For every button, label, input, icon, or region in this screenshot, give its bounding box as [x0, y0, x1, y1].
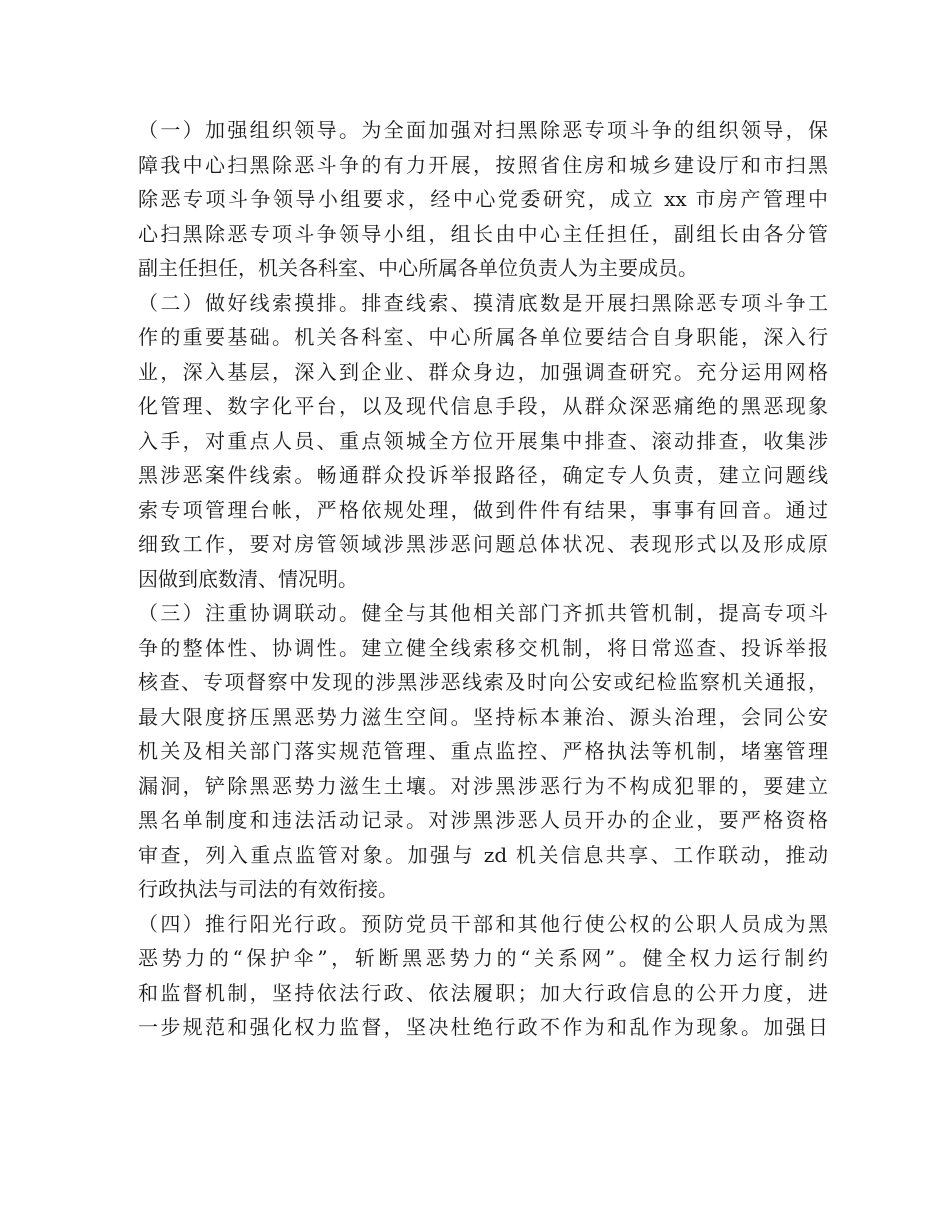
text-line: 因做到底数清、情况明。: [138, 566, 358, 591]
text-line: 审查，列入重点监管对象。加强与 zd 机关信息共享、工作联动，推动: [138, 842, 828, 867]
text-line: 细致工作，要对房管领域涉黑涉恶问题总体状况、表现形式以及形成原: [138, 532, 828, 556]
text-line: 核查、专项督察中发现的涉黑涉恶线索及时向公安或纪检监察机关通报，: [138, 670, 828, 694]
text-line: 漏洞，铲除黑恶势力滋生土壤。对涉黑涉恶行为不构成犯罪的，要建立: [138, 773, 828, 798]
text-line: 恶势力的“保护伞”，斩断黑恶势力的“关系网”。健全权力运行制约: [138, 946, 828, 970]
text-line: 黑涉恶案件线索。畅通群众投诉举报路径，确定专人负责，建立问题线: [138, 463, 828, 487]
paragraph-section-4: [138, 907, 828, 1045]
paragraph-section-2: [138, 286, 828, 597]
text-line: 化管理、数字化平台，以及现代信息手段，从群众深恶痛绝的黑恶现象: [138, 394, 828, 418]
text-line: 黑名单制度和违法活动记录。对涉黑涉恶人员开办的企业，要严格资格: [138, 808, 828, 832]
text-line: （二）做好线索摸排。排查线索、摸清底数是开展扫黑除恶专项斗争工: [138, 290, 828, 315]
text-line: 索专项管理台帐，严格依规处理，做到件件有结果，事事有回音。通过: [138, 497, 828, 522]
text-line: 机关及相关部门落实规范管理、重点监控、严格执法等机制，堵塞管理: [138, 739, 828, 763]
text-line: 争的整体性、协调性。建立健全线索移交机制，将日常巡查、投诉举报: [138, 635, 828, 660]
text-line: 障我中心扫黑除恶斗争的有力开展，按照省住房和城乡建设厅和市扫黑: [138, 152, 828, 177]
text-line: 入手，对重点人员、重点领城全方位开展集中排查、滚动排查，收集涉: [138, 428, 828, 453]
document-body: [138, 113, 828, 1045]
paragraph-section-3: [138, 596, 828, 907]
paragraph-section-1: [138, 113, 828, 286]
text-line: （四）推行阳光行政。预防党员干部和其他行使公权的公职人员成为黑: [138, 911, 828, 936]
text-line: 行政执法与司法的有效衔接。: [138, 877, 398, 901]
text-line: 和监督机制，坚持依法行政、依法履职；加大行政信息的公开力度，进: [138, 980, 828, 1005]
text-line: （一）加强组织领导。为全面加强对扫黑除恶专项斗争的组织领导，保: [138, 118, 828, 142]
text-line: 业，深入基层，深入到企业、群众身边，加强调查研究。充分运用网格: [138, 359, 828, 384]
text-line: （三）注重协调联动。健全与其他相关部门齐抓共管机制，提高专项斗: [138, 601, 828, 625]
text-line: 一步规范和强化权力监督，坚决杜绝行政不作为和乱作为现象。加强日: [138, 1015, 828, 1039]
text-line: 心扫黑除恶专项斗争领导小组，组长由中心主任担任，副组长由各分管: [138, 221, 828, 246]
text-line: 除恶专项斗争领导小组要求，经中心党委研究，成立 xx 市房产管理中: [138, 187, 828, 211]
text-line: 副主任担任，机关各科室、中心所属各单位负责人为主要成员。: [138, 256, 698, 280]
text-line: 作的重要基础。机关各科室、中心所属各单位要结合自身职能，深入行: [138, 325, 828, 349]
text-line: 最大限度挤压黑恶势力滋生空间。坚持标本兼治、源头治理，会同公安: [138, 704, 828, 729]
